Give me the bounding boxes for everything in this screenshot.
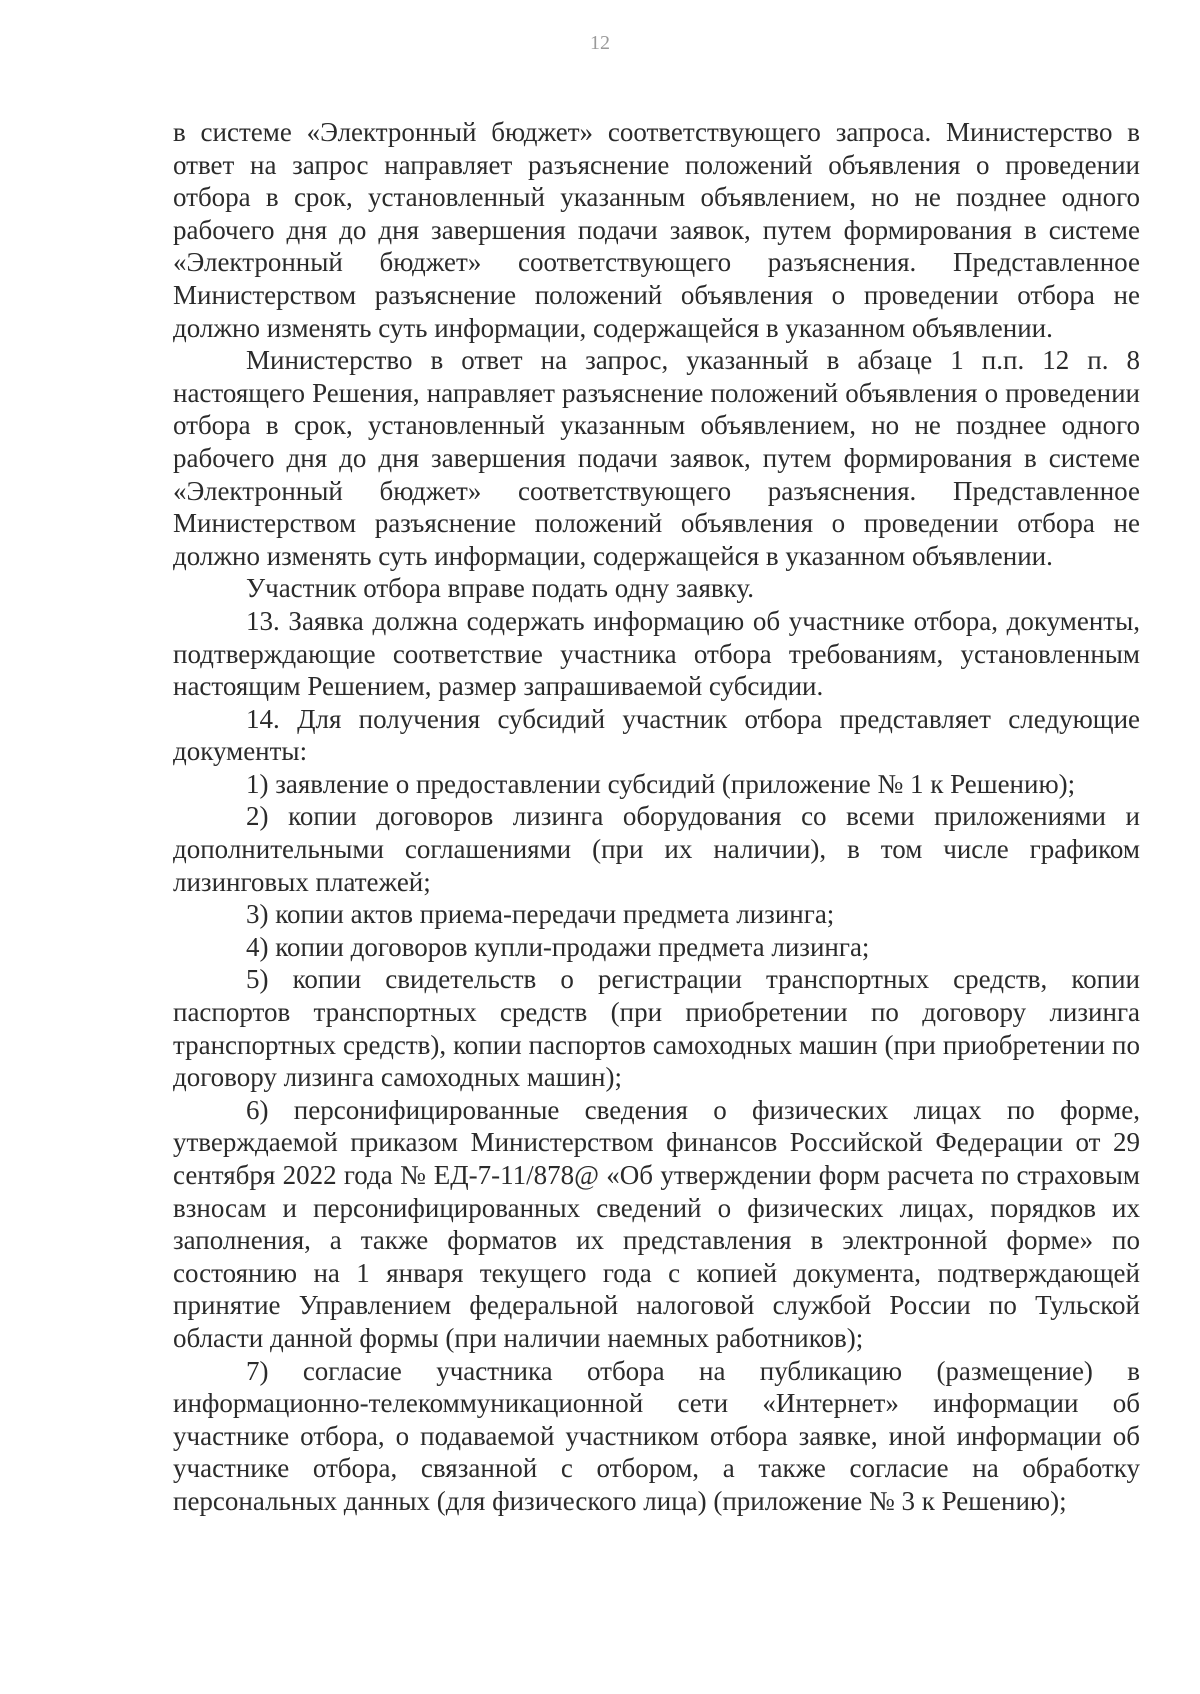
page-number: 12 — [590, 32, 610, 54]
list-item-3: 3) копии актов приема-передачи предмета лизинга; — [246, 899, 835, 930]
list-item-4: 4) копии договоров купли-продажи предмета лизинга; — [246, 931, 870, 962]
paragraph-ministry-response: Министерство в ответ на запрос, указанный в абзаце 1 п.п. 12 п. 8 настоящего Решения, направляет разъяснение положений объявления о проведении отбора в срок, установленный указанным объявлением, но не позднее одного рабочего дня до дня завершения подачи заявок, путем формирования в системе «Электронный бюджет» соответствующего разъяснения. Представленное Министерством разъяснение положений объявления о проведении отбора не должно изменять суть информации, содержащейся в указанном объявлении. — [173, 345, 1140, 571]
list-item-1: 1) заявление о предоставлении субсидий (приложение № 1 к Решению); — [246, 768, 1076, 799]
paragraph-item-13: 13. Заявка должна содержать информацию об участнике отбора, документы, подтверждающие соответствие участника отбора требованиям, установленным настоящим Решением, размер запрашиваемой субсидии. — [173, 605, 1140, 702]
list-item-2: 2) копии договоров лизинга оборудования со всеми приложениями и дополнительными соглашениями (при их наличии), в том числе графиком лизинговых платежей; — [173, 801, 1140, 897]
document-body — [173, 116, 1140, 1518]
paragraph-continuation: в системе «Электронный бюджет» соответствующего запроса. Министерство в ответ на запрос направляет разъяснение положений объявления о проведении отбора в срок, установленный указанным объявлением, но не позднее одного рабочего дня до дня завершения подачи заявок, путем формирования в системе «Электронный бюджет» соответствующего разъяснения. Представленное Министерством разъяснение положений объявления о проведении отбора не должно изменять суть информации, содержащейся в указанном объявлении. — [173, 117, 1140, 343]
list-item-6: 6) персонифицированные сведения о физических лицах по форме, утверждаемой приказом Министерством финансов Российской Федерации от 29 сентября 2022 года № ЕД-7-11/878@ «Об утверждении форм расчета по страховым взносам и персонифицированных сведений о физических лицах, порядков их заполнения, а также форматов их представления в электронной форме» по состоянию на 1 января текущего года с копией документа, подтверждающей принятие Управлением федеральной налоговой службой России по Тульской области данной формы (при наличии наемных работников); — [173, 1094, 1140, 1353]
list-item-5: 5) копии свидетельств о регистрации транспортных средств, копии паспортов транспортных средств (при приобретении по договору лизинга транспортных средств), копии паспортов самоходных машин (при приобретении по договору лизинга самоходных машин); — [173, 964, 1140, 1093]
paragraph-item-14: 14. Для получения субсидий участник отбора представляет следующие документы: — [173, 703, 1140, 767]
list-item-7: 7) согласие участника отбора на публикацию (размещение) в информационно-телекоммуникационной сети «Интернет» информации об участнике отбора, о подаваемой участником отбора заявке, иной информации об участнике отбора, связанной с отбором, а также согласие на обработку персональных данных (для физического лица) (приложение № 3 к Решению); — [173, 1355, 1140, 1516]
paragraph-one-application: Участник отбора вправе подать одну заявку. — [246, 573, 754, 604]
